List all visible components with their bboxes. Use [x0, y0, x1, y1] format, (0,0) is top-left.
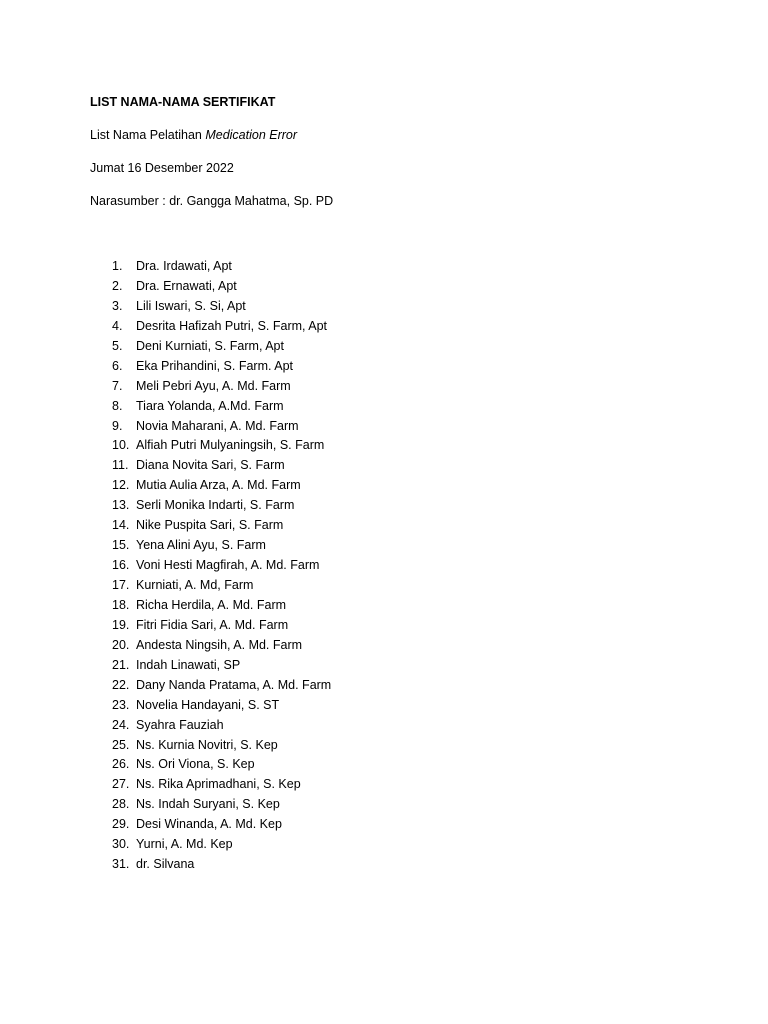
- list-item-name: Serli Monika Indarti, S. Farm: [136, 498, 295, 513]
- list-item: [0, 756, 768, 776]
- list-item-number: 24.: [112, 717, 130, 732]
- list-item-number: 9.: [112, 418, 123, 433]
- list-item-number: 2.: [112, 278, 123, 293]
- list-item-name: Tiara Yolanda, A.Md. Farm: [136, 398, 284, 413]
- list-item-number: 17.: [112, 578, 130, 592]
- list-item: [0, 497, 768, 517]
- list-item: [0, 697, 768, 717]
- list-item-name: Novia Maharani, A. Md. Farm: [136, 418, 299, 433]
- list-item-name: Dra. Irdawati, Apt: [136, 259, 232, 273]
- list-item-name: Eka Prihandini, S. Farm. Apt: [136, 358, 294, 373]
- list-item: [0, 477, 768, 497]
- list-item: [0, 856, 768, 876]
- list-item-name: Indah Linawati, SP: [136, 657, 241, 672]
- list-item-name: dr. Silvana: [136, 857, 195, 872]
- participant-list: [0, 258, 768, 876]
- list-item: [0, 278, 768, 298]
- list-item: [0, 617, 768, 637]
- list-item-number: 26.: [112, 757, 130, 772]
- speaker-line: Narasumber : dr. Gangga Mahatma, Sp. PD: [90, 194, 334, 208]
- list-item-name: Desi Winanda, A. Md. Kep: [136, 817, 282, 832]
- list-item-name: Alfiah Putri Mulyaningsih, S. Farm: [136, 438, 325, 453]
- list-item-name: Syahra Fauziah: [136, 717, 224, 732]
- training-subtitle: [90, 127, 297, 143]
- list-item-number: 12.: [112, 478, 130, 493]
- list-item-number: 4.: [112, 318, 123, 333]
- list-item-number: 25.: [112, 737, 130, 752]
- list-item: [0, 258, 768, 278]
- list-item: [0, 338, 768, 358]
- list-item-number: 31.: [112, 857, 130, 872]
- list-item-name: Dany Nanda Pratama, A. Md. Farm: [136, 677, 332, 692]
- list-item: [0, 298, 768, 318]
- list-item: [0, 737, 768, 757]
- list-item: [0, 418, 768, 438]
- list-item-name: Kurniati, A. Md, Farm: [136, 578, 254, 592]
- list-item-number: 6.: [112, 358, 123, 373]
- training-topic: Medication Error: [205, 128, 298, 142]
- list-item-name: Diana Novita Sari, S. Farm: [136, 458, 285, 473]
- list-item: [0, 836, 768, 856]
- list-item-number: 15.: [112, 538, 130, 553]
- document-title: LIST NAMA-NAMA SERTIFIKAT: [90, 95, 276, 109]
- list-item: [0, 776, 768, 796]
- list-item-name: Ns. Ori Viona, S. Kep: [136, 757, 255, 772]
- list-item: [0, 577, 768, 597]
- list-item-number: 27.: [112, 777, 130, 792]
- list-item-number: 8.: [112, 398, 123, 413]
- list-item-name: Yurni, A. Md. Kep: [136, 837, 233, 852]
- list-item: [0, 637, 768, 657]
- list-item-name: Ns. Indah Suryani, S. Kep: [136, 797, 280, 812]
- list-item: [0, 796, 768, 816]
- list-item-number: 10.: [112, 438, 130, 453]
- list-item: [0, 457, 768, 477]
- list-item: [0, 557, 768, 577]
- list-item-name: Ns. Rika Aprimadhani, S. Kep: [136, 777, 301, 792]
- list-item-number: 23.: [112, 697, 130, 712]
- list-item-name: Lili Iswari, S. Si, Apt: [136, 298, 246, 313]
- list-item-name: Mutia Aulia Arza, A. Md. Farm: [136, 478, 301, 493]
- list-item-name: Novelia Handayani, S. ST: [136, 697, 280, 712]
- list-item-number: 19.: [112, 617, 130, 632]
- list-item-number: 16.: [112, 558, 130, 573]
- list-item-number: 7.: [112, 378, 123, 393]
- list-item-name: Meli Pebri Ayu, A. Md. Farm: [136, 378, 291, 393]
- list-item: [0, 358, 768, 378]
- list-item-number: 1.: [112, 259, 123, 273]
- list-item-number: 11.: [112, 458, 129, 473]
- list-item: [0, 717, 768, 737]
- list-item-name: Yena Alini Ayu, S. Farm: [136, 538, 266, 553]
- list-item-name: Nike Puspita Sari, S. Farm: [136, 518, 284, 533]
- list-item-name: Ns. Kurnia Novitri, S. Kep: [136, 737, 278, 752]
- list-item-number: 22.: [112, 677, 130, 692]
- list-item-number: 5.: [112, 338, 123, 353]
- list-item: [0, 816, 768, 836]
- list-item-name: Deni Kurniati, S. Farm, Apt: [136, 338, 284, 353]
- subtitle-prefix: List Nama Pelatihan: [90, 128, 206, 142]
- list-item-name: Richa Herdila, A. Md. Farm: [136, 597, 287, 612]
- list-item-number: 13.: [112, 498, 130, 513]
- list-item-name: Fitri Fidia Sari, A. Md. Farm: [136, 617, 289, 632]
- list-item-number: 30.: [112, 837, 130, 852]
- list-item: [0, 398, 768, 418]
- list-item: [0, 597, 768, 617]
- list-item: [0, 537, 768, 557]
- list-item: [0, 657, 768, 677]
- list-item: [0, 318, 768, 338]
- list-item-number: 18.: [112, 597, 130, 612]
- list-item-number: 29.: [112, 817, 130, 832]
- list-item: [0, 378, 768, 398]
- list-item: [0, 437, 768, 457]
- list-item-number: 28.: [112, 797, 130, 812]
- list-item-name: Voni Hesti Magfirah, A. Md. Farm: [136, 558, 320, 573]
- list-item-name: Dra. Ernawati, Apt: [136, 278, 237, 293]
- list-item-name: Andesta Ningsih, A. Md. Farm: [136, 637, 303, 652]
- list-item-number: 20.: [112, 637, 130, 652]
- list-item: [0, 677, 768, 697]
- list-item-number: 14.: [112, 518, 130, 533]
- list-item-number: 21.: [112, 657, 130, 672]
- list-item-name: Desrita Hafizah Putri, S. Farm, Apt: [136, 318, 328, 333]
- list-item: [0, 517, 768, 537]
- list-item-number: 3.: [112, 298, 123, 313]
- event-date: Jumat 16 Desember 2022: [90, 161, 234, 175]
